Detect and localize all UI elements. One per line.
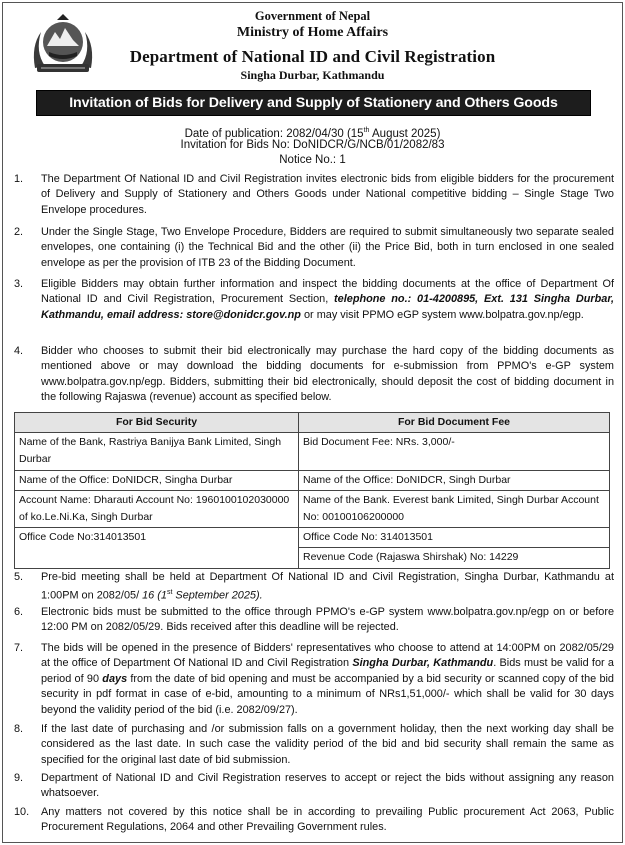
item-number: 9. (14, 772, 24, 784)
ministry-heading: Ministry of Home Affairs (236, 25, 389, 40)
table-cell: Account Name: Dharauti Account No: 1960100102030000 of ko.Le.Ni.Ka, Singh Durbar (15, 490, 299, 527)
table-cell: Office Code No: 314013501 (299, 528, 610, 548)
item-text: The bids will be opened in the presence of Bidders' representatives who choose to attend at 14:00PM on 2082/05/29 at the office of Department Of National ID and Civil Registration Singha Durbar, Kathmandu. Bids must be valid for a period of 90 days from the date of bid opening and must be accompanied by a bid security or scanned copy of the bid security in pdf format in case of e-bid, amounting to a minimum of NRs1,51,000/- which shall be valid for 30 days beyond the validity period of the bid (i.e. 2082/09/27). (41, 642, 614, 716)
list-item (14, 771, 614, 802)
list-item (14, 805, 614, 836)
government-heading: Government of Nepal (254, 9, 371, 23)
table-cell: Name of the Bank, Rastriya Banijya Bank Limited, Singh Durbar (15, 433, 299, 470)
table-header-row (15, 413, 610, 433)
table-cell: Name of the Office: DoNIDCR, Singh Durbar (299, 470, 610, 490)
item-text: Department of National ID and Civil Registration reserves to accept or reject the bids without assigning any reason whatsoever. (41, 772, 614, 800)
bid-document-fee-header: For Bid Document Fee (299, 413, 610, 433)
notice-number: Notice No.: 1 (279, 154, 346, 166)
list-item (14, 641, 614, 718)
publication-date: Date of publication: 2082/04/30 (15th August 2025) (184, 127, 441, 140)
item-number: 3. (14, 278, 24, 290)
item-number: 5. (14, 571, 24, 583)
contact-details: telephone no.: 01-4200895, Ext. 131 Singha Durbar, Kathmandu, email address: store@donidcr.gov.np (41, 293, 614, 321)
item-number: 6. (14, 606, 24, 618)
department-heading: Department of National ID and Civil Registration (129, 47, 496, 66)
list-item (14, 570, 614, 604)
list-item (14, 172, 614, 218)
item-number: 2. (14, 226, 24, 238)
item-text: If the last date of purchasing and /or submission falls on a government holiday, then the next working day shall be considered as the last date. In such case the validity period of the bid and bid security shall remain the same as specified for the original last date of bid submission. (41, 723, 614, 766)
item-text: Eligible Bidders may obtain further information and inspect the bidding documents at the office of Department Of National ID and Civil Registration, Procurement Section, telephone no.: 01-4200895, Ext. 131 Singha Durbar, Kathmandu, email address: store@donidcr.gov.np or may visit PPMO eGP system www.bolpatra.gov.np/egp. (41, 278, 614, 321)
table-cell: Bid Document Fee: NRs. 3,000/- (299, 433, 610, 470)
table-cell: Revenue Code (Rajaswa Shirshak) No: 14229 (299, 548, 610, 568)
location-heading: Singha Durbar, Kathmandu (240, 68, 385, 82)
item-number: 7. (14, 642, 24, 654)
list-item (14, 344, 614, 406)
table-row (15, 528, 610, 548)
list-item (14, 277, 614, 323)
table-row (15, 433, 610, 470)
item-text: The Department Of National ID and Civil Registration invites electronic bids from eligible bidders for the procurement of Delivery and Supply of Stationery and Others Goods under National competitive bidding – Single Stage Two Envelope procedures. (41, 173, 614, 216)
item-text: Electronic bids must be submitted to the office through PPMO's e-GP system www.bolpatra.gov.np/egp on or before 12:00 PM on 2082/05/29. Bids received after this deadline will be rejected. (41, 606, 614, 634)
list-item (14, 722, 614, 768)
item-number: 10. (14, 806, 30, 818)
table-cell: Office Code No:314013501 (15, 528, 299, 568)
table-row (15, 490, 610, 527)
item-number: 8. (14, 723, 24, 735)
bid-security-header: For Bid Security (15, 413, 299, 433)
table-row (15, 470, 610, 490)
table-cell: Name of the Bank. Everest bank Limited, Singh Durbar Account No: 00100106200000 (299, 490, 610, 527)
notice-title-banner: Invitation of Bids for Delivery and Supply of Stationery and Others Goods (36, 90, 591, 116)
item-text: Under the Single Stage, Two Envelope Procedure, Bidders are required to submit simultaneously two separate sealed envelopes, one containing (i) the Technical Bid and the other (ii) the Price Bid, both in turn enclosed in one sealed envelope as per the provision of ITB 23 of the Bidding Document. (41, 226, 614, 269)
fee-table (14, 412, 610, 569)
item-text: Pre-bid meeting shall be held at Department Of National ID and Civil Registration, Singha Durbar, Kathmandu at 1:00PM on 2082/05/ 16 (1st September 2025). (41, 571, 614, 603)
item-number: 4. (14, 345, 24, 357)
item-text: Bidder who chooses to submit their bid electronically may purchase the hard copy of the bidding documents as mentioned above or may download the bidding documents for e-submission from PPMO's e-GP system www.bolpatra.gov.np/egp. Bidders, submitting their bid electronically, should deposit the cost of bidding document in the following Rajaswa (revenue) account as specified below. (41, 345, 614, 404)
invitation-number: Invitation for Bids No: DoNIDCR/G/NCB/01/2082/83 (180, 139, 445, 151)
list-item (14, 605, 614, 636)
table-cell: Name of the Office: DoNIDCR, Singha Durbar (15, 470, 299, 490)
list-item (14, 225, 614, 271)
item-text: Any matters not covered by this notice shall be in according to prevailing Public procurement Act 2063, Public Procurement Regulations, 2064 and other Prevailing Government rules. (41, 806, 614, 834)
item-number: 1. (14, 173, 24, 185)
